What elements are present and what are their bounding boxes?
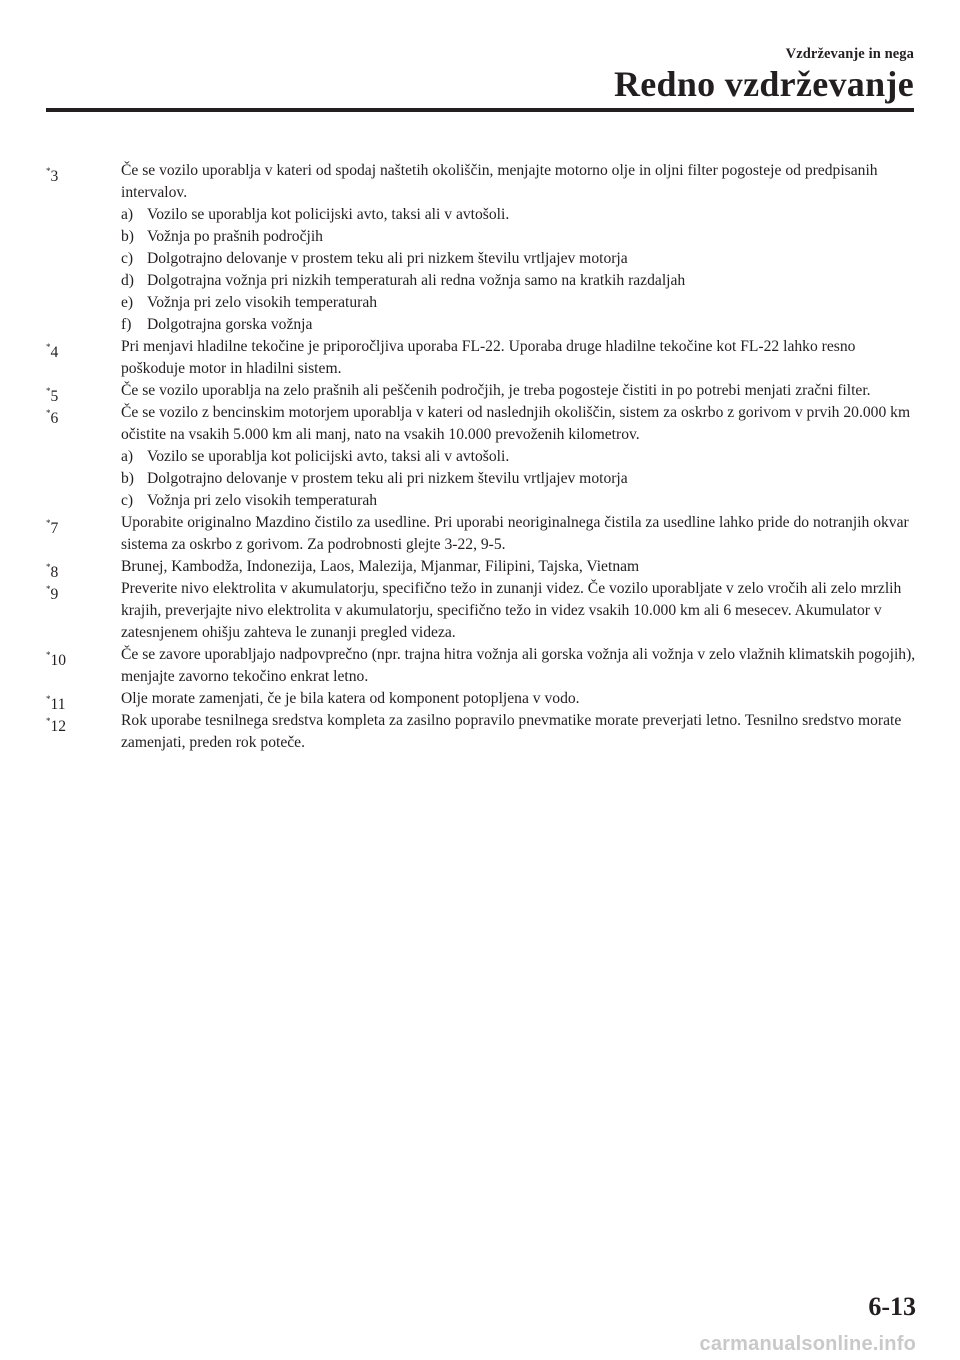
footnote-item [46,402,916,512]
footnote-subitem [121,314,916,336]
subitem-text: Dolgotrajna vožnja pri nizkih temperaturah ali redna vožnja samo na kratkih razdaljah [147,272,686,289]
footnote-item [46,644,916,688]
footnote-subitem [121,490,916,512]
footnote-text: Brunej, Kambodža, Indonezija, Laos, Malezija, Mjanmar, Filipini, Tajska, Vietnam [121,558,640,575]
footnote-item [46,512,916,556]
subitem-label: b) [121,470,134,487]
watermark: carmanualsonline.info [699,1333,916,1355]
subitem-label: a) [121,448,134,465]
title-divider [46,108,914,112]
footnote-item [46,556,916,581]
subitem-text: Dolgotrajno delovanje v prostem teku ali pri nizkem številu vrtljajev motorja [147,250,628,267]
subitem-text: Vozilo se uporablja kot policijski avto, taksi ali v avtošoli. [147,448,510,465]
footnote-item [46,710,916,754]
footnote-text: Če se zavore uporabljajo nadpovprečno (npr. trajna hitra vožnja ali gorska vožnja ali vožnja v zelo vlažnih klimatskih pogojih), menjajte zavorno tekočino enkrat letno. [121,646,916,685]
subitem-text: Vožnja pri zelo visokih temperaturah [147,492,378,509]
footnote-text: Če se vozilo uporablja v kateri od spodaj naštetih okoliščin, menjajte motorno olje in oljni filter pogosteje od predpisanih intervalov. [121,162,878,201]
footnote-asterisk: * [46,518,51,528]
subitem-text: Vožnja po prašnih področjih [147,228,323,245]
footnote-text: Uporabite originalno Mazdino čistilo za usedline. Pri uporabi neoriginalnega čistila za usedline lahko pride do notranjih okvar sistema za oskrbo z gorivom. Za podrobnosti glejte 3-22, 9-5. [121,514,909,553]
footnote-marker [46,644,116,672]
footnote-asterisk: * [46,716,51,726]
footnote-marker [46,710,116,738]
footnote-marker [46,578,116,606]
footnote-item [46,336,916,380]
footnote-number: 6 [50,410,59,427]
subitem-text: Dolgotrajno delovanje v prostem teku ali pri nizkem številu vrtljajev motorja [147,470,628,487]
footnote-subitem [121,248,916,270]
footnote-item [46,688,916,713]
footnote-asterisk: * [46,342,51,352]
footnote-asterisk: * [46,694,51,704]
footnote-subitem [121,468,916,490]
footnote-subitem [121,204,916,226]
subitem-label: b) [121,228,134,245]
footnote-marker [46,336,116,364]
footnote-item [46,578,916,644]
footnote-number: 12 [50,718,67,735]
footnote-asterisk: * [46,562,51,572]
footnote-subitem [121,226,916,248]
footnote-subitem [121,292,916,314]
footnote-list [46,160,916,754]
footnote-number: 11 [50,696,66,713]
footnote-subitem [121,270,916,292]
subitem-label: f) [121,316,132,333]
footnote-item [46,160,916,336]
footnote-number: 5 [50,388,59,405]
subitem-label: a) [121,206,134,223]
footnote-marker [46,402,116,430]
footnote-text: Olje morate zamenjati, če je bila katera od komponent potopljena v vodo. [121,690,580,707]
footnote-subitem [121,446,916,468]
subitem-text: Vozilo se uporablja kot policijski avto, taksi ali v avtošoli. [147,206,510,223]
subitem-label: c) [121,492,134,509]
subitem-text: Dolgotrajna gorska vožnja [147,316,313,333]
footnote-item [46,380,916,405]
footnote-number: 4 [50,344,59,361]
section-label: Vzdrževanje in nega [785,46,914,62]
footnote-number: 7 [50,520,59,537]
subitem-label: c) [121,250,134,267]
footnote-number: 10 [50,652,67,669]
footnote-asterisk: * [46,584,51,594]
subitem-text: Vožnja pri zelo visokih temperaturah [147,294,378,311]
footnote-text: Če se vozilo z bencinskim motorjem uporablja v kateri od naslednjih okoliščin, sistem za oskrbo z gorivom v prvih 20.000 km očistite na vsakih 5.000 km ali manj, nato na vsakih 10.000 prevoženih kilometrov. [121,404,911,443]
footnote-number: 9 [50,586,59,603]
footnote-asterisk: * [46,650,51,660]
footnote-text: Preverite nivo elektrolita v akumulatorju, specifično težo in zunanji videz. Če vozilo uporabljate v zelo vročih ali zelo mrzlih krajih, preverjajte nivo elektrolita v akumulatorju, specifično težo in videz vsakih 10.000 km ali 6 mesecev. Akumulator v zatesnjenem ohišju zahteva le zunanji pregled videza. [121,580,902,641]
subitem-label: e) [121,294,134,311]
footnote-text: Rok uporabe tesnilnega sredstva kompleta za zasilno popravilo pnevmatike morate preverjati letno. Tesnilno sredstvo morate zamenjati, preden rok poteče. [121,712,902,751]
footnote-asterisk: * [46,386,51,396]
page-number: 6-13 [868,1292,916,1321]
footnote-marker [46,160,116,188]
footnote-marker [46,512,116,540]
footnote-asterisk: * [46,166,51,176]
subitem-label: d) [121,272,134,289]
footnote-asterisk: * [46,408,51,418]
page-title: Redno vzdrževanje [613,64,914,104]
footnote-number: 8 [50,564,59,581]
footnote-text: Pri menjavi hladilne tekočine je priporočljiva uporaba FL-22. Uporaba druge hladilne tekočine kot FL-22 lahko resno poškoduje motor in hladilni sistem. [121,338,856,377]
footnote-number: 3 [50,168,59,185]
footnote-text: Če se vozilo uporablja na zelo prašnih ali peščenih področjih, je treba pogosteje čistiti in po potrebi menjati zračni filter. [121,382,871,399]
